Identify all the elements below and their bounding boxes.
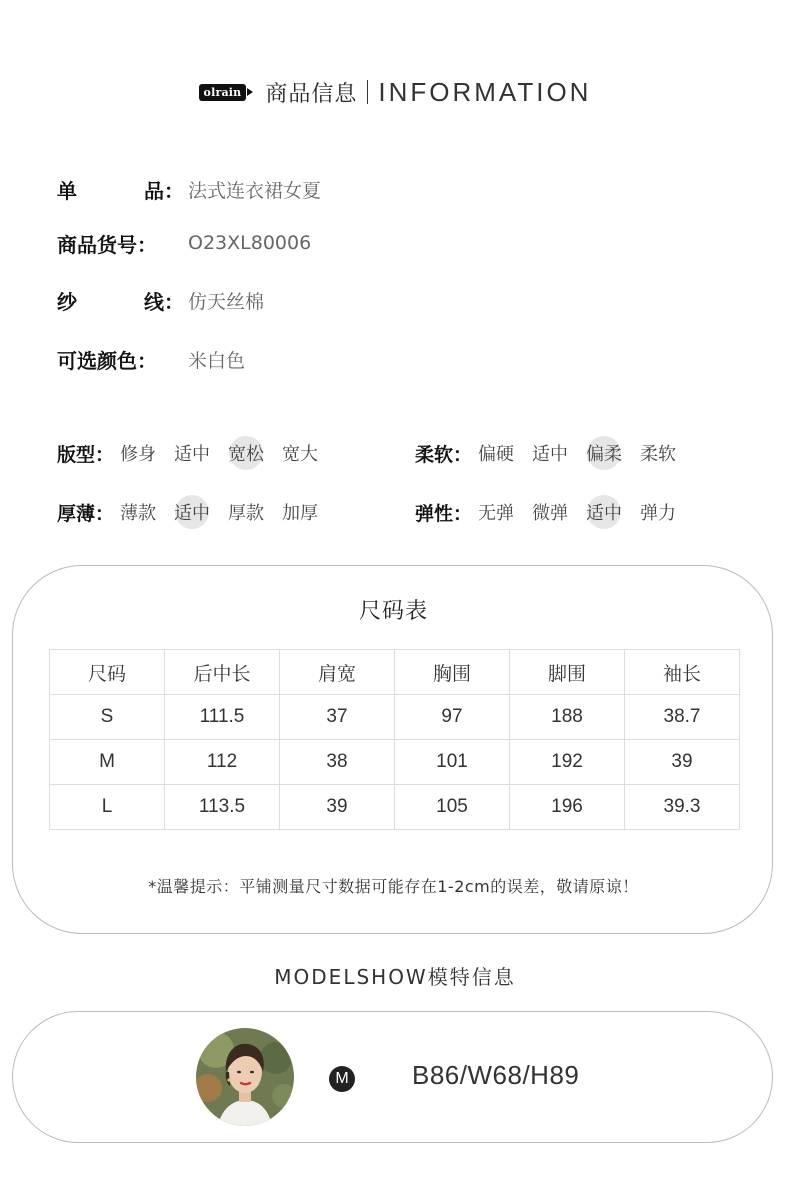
attr-option-text: 无弹	[478, 503, 515, 524]
table-row	[50, 695, 740, 740]
info-label	[57, 286, 188, 315]
attr-option-text: 宽大	[282, 444, 319, 465]
info-label: 商品货号：	[57, 232, 157, 257]
attr-option-text: 适中	[174, 444, 211, 465]
table-cell: 39.3	[625, 785, 740, 830]
attr-option-text: 修身	[120, 444, 157, 465]
attr-option	[532, 499, 568, 525]
header-title-en: INFORMATION	[378, 76, 592, 107]
table-cell: 196	[510, 785, 625, 830]
table-cell: 111.5	[165, 695, 280, 740]
model-size-badge: M	[329, 1066, 355, 1092]
attr-option	[282, 499, 318, 525]
attr-option-text: 宽松	[228, 444, 265, 465]
attr-label: 柔软：	[415, 443, 473, 466]
attr-option	[478, 440, 514, 466]
attr-option-text: 加厚	[282, 503, 319, 524]
attr-option-text: 弹力	[640, 503, 677, 524]
attr-option	[282, 440, 318, 466]
info-value: O23XL80006	[188, 232, 312, 254]
table-cell: 38.7	[625, 695, 740, 740]
attr-option	[228, 499, 264, 525]
info-label: 可选颜色：	[57, 348, 157, 373]
info-label-char: 单	[57, 178, 77, 203]
table-cell: 37	[280, 695, 395, 740]
attr-option	[174, 440, 210, 466]
info-value: 米白色	[188, 349, 246, 372]
table-cell: 105	[395, 785, 510, 830]
page-header	[0, 74, 790, 110]
attr-thickness	[57, 495, 336, 529]
attr-fit	[57, 436, 336, 470]
attr-option-text: 薄款	[120, 503, 157, 524]
attr-option	[640, 440, 676, 466]
header-divider	[367, 80, 368, 104]
attr-elasticity	[415, 495, 694, 529]
size-chart-title: 尺码表	[358, 599, 428, 624]
info-label-char: 线：	[144, 289, 184, 314]
table-cell: 38	[280, 740, 395, 785]
header-title-cn: 商品信息	[265, 81, 358, 107]
table-cell: 39	[280, 785, 395, 830]
info-row-product	[57, 174, 321, 204]
table-header-cell: 尺码	[50, 650, 165, 695]
table-cell: M	[50, 740, 165, 785]
attr-label: 版型：	[57, 443, 115, 466]
attr-option-selected	[586, 499, 622, 525]
table-row	[50, 740, 740, 785]
attr-option	[478, 499, 514, 525]
attr-option	[120, 440, 156, 466]
attr-option-text: 适中	[532, 444, 569, 465]
attr-label: 弹性：	[415, 502, 473, 525]
table-header-cell: 袖长	[625, 650, 740, 695]
table-header-row	[50, 650, 740, 695]
size-table	[49, 649, 740, 830]
table-cell: 192	[510, 740, 625, 785]
info-row-yarn	[57, 285, 264, 315]
attr-option-selected	[174, 499, 210, 525]
table-cell: L	[50, 785, 165, 830]
brand-logo-text: olrain	[199, 84, 247, 101]
size-chart-card	[12, 565, 773, 934]
attr-option	[640, 499, 676, 525]
attr-option-text: 微弹	[532, 503, 569, 524]
table-header-cell: 脚围	[510, 650, 625, 695]
model-avatar	[196, 1028, 294, 1126]
info-row-sku	[57, 228, 311, 258]
info-label-char: 纱	[57, 289, 77, 314]
attr-option-selected	[586, 440, 622, 466]
attr-option-text: 厚款	[228, 503, 265, 524]
attr-option	[120, 499, 156, 525]
info-value: 仿天丝棉	[188, 290, 265, 313]
attr-option-selected	[228, 440, 264, 466]
table-header-cell: 肩宽	[280, 650, 395, 695]
table-row	[50, 785, 740, 830]
model-photo	[196, 1028, 294, 1126]
attr-option-text: 偏柔	[586, 444, 623, 465]
table-cell: 101	[395, 740, 510, 785]
table-cell: 112	[165, 740, 280, 785]
table-cell: 188	[510, 695, 625, 740]
info-label	[57, 175, 188, 204]
info-value: 法式连衣裙女夏	[188, 179, 322, 202]
table-cell: 39	[625, 740, 740, 785]
attr-softness	[415, 436, 694, 470]
model-section-title: MODELSHOW模特信息	[274, 965, 516, 989]
table-cell: 113.5	[165, 785, 280, 830]
table-header-cell: 后中长	[165, 650, 280, 695]
info-row-color	[57, 344, 245, 374]
attr-label: 厚薄：	[57, 502, 115, 525]
attr-option-text: 适中	[174, 503, 211, 524]
table-cell: S	[50, 695, 165, 740]
attr-option	[532, 440, 568, 466]
size-chart-note: *温馨提示：平铺测量尺寸数据可能存在1-2cm的误差，敬请原谅！	[148, 877, 639, 896]
info-label-char: 品：	[144, 178, 184, 203]
table-header-cell: 胸围	[395, 650, 510, 695]
attr-option-text: 柔软	[640, 444, 677, 465]
model-measurements: B86/W68/H89	[412, 1060, 580, 1090]
brand-logo	[199, 84, 254, 101]
brand-logo-arrow-icon	[247, 88, 253, 96]
attr-option-text: 适中	[586, 503, 623, 524]
model-info-card	[12, 1011, 773, 1143]
attr-option-text: 偏硬	[478, 444, 515, 465]
table-cell: 97	[395, 695, 510, 740]
